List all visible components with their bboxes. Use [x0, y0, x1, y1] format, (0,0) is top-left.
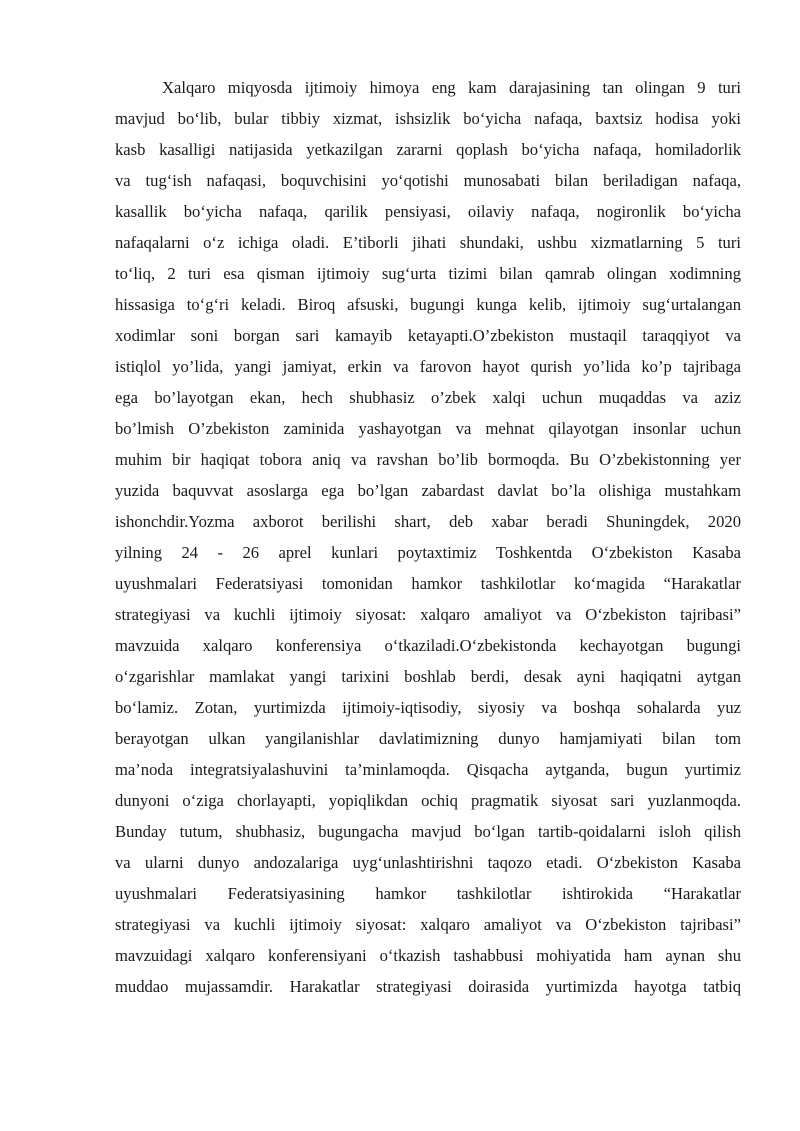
text-line: yuzida baquvvat asoslarga ega bo’lgan zabardast davlat bo’la olishiga mustahkam — [115, 481, 741, 500]
text-line: va ularni dunyo andozalariga uyg‘unlashtirishni taqozo etadi. O‘zbekiston Kasaba — [115, 853, 741, 872]
text-line: kasb kasalligi natijasida yetkazilgan zararni qoplash bo‘yicha nafaqa, homiladorlik — [115, 140, 741, 159]
text-line: ma’noda integratsiyalashuvini ta’minlamoqda. Qisqacha aytganda, bugun yurtimiz — [115, 760, 741, 779]
text-line: berayotgan ulkan yangilanishlar davlatimizning dunyo hamjamiyati bilan tom — [115, 729, 741, 748]
text-line: Bunday tutum, shubhasiz, bugungacha mavjud bo‘lgan tartib-qoidalarni isloh qilish — [115, 822, 741, 841]
text-line: strategiyasi va kuchli ijtimoiy siyosat: xalqaro amaliyot va O‘zbekiston tajribasi” — [115, 915, 741, 934]
text-line: ega bo’layotgan ekan, hech shubhasiz o’zbek xalqi uchun muqaddas va aziz — [115, 388, 741, 407]
text-line: dunyoni o‘ziga chorlayapti, yopiqlikdan ochiq pragmatik siyosat sari yuzlanmoqda. — [115, 791, 741, 810]
text-line: bo’lmish O’zbekiston zaminida yashayotgan va mehnat qilayotgan insonlar uchun — [115, 419, 741, 438]
text-line: mavjud bo‘lib, bular tibbiy xizmat, ishsizlik bo‘yicha nafaqa, baxtsiz hodisa yoki — [115, 109, 741, 128]
text-line: muddao mujassamdir. Harakatlar strategiyasi doirasida yurtimizda hayotga tatbiq — [115, 977, 741, 996]
text-line: bo‘lamiz. Zotan, yurtimizda ijtimoiy-iqtisodiy, siyosiy va boshqa sohalarda yuz — [115, 698, 741, 717]
text-line: o‘zgarishlar mamlakat yangi tarixini boshlab berdi, desak ayni haqiqatni aytgan — [115, 667, 741, 686]
text-line: xodimlar soni borgan sari kamayib ketayapti.O’zbekiston mustaqil taraqqiyot va — [115, 326, 741, 345]
text-line: yilning 24 - 26 aprel kunlari poytaxtimiz Toshkentda O‘zbekiston Kasaba — [115, 543, 741, 562]
text-line: mavzuida xalqaro konferensiya o‘tkaziladi.O‘zbekistonda kechayotgan bugungi — [115, 636, 741, 655]
text-line: to‘liq, 2 turi esa qisman ijtimoiy sug‘urta tizimi bilan qamrab olingan xodimning — [115, 264, 741, 283]
text-line: nafaqalarni o‘z ichiga oladi. E’tiborli jihati shundaki, ushbu xizmatlarning 5 turi — [115, 233, 741, 252]
text-line: hissasiga to‘g‘ri keladi. Biroq afsuski, bugungi kunga kelib, ijtimoiy sug‘urtalangan — [115, 295, 741, 314]
text-line: strategiyasi va kuchli ijtimoiy siyosat: xalqaro amaliyot va O‘zbekiston tajribasi” — [115, 605, 741, 624]
text-line: Xalqaro miqyosda ijtimoiy himoya eng kam darajasining tan olingan 9 turi — [162, 78, 741, 97]
text-line: ishonchdir.Yozma axborot berilishi shart, deb xabar beradi Shuningdek, 2020 — [115, 512, 741, 531]
text-line: kasallik bo‘yicha nafaqa, qarilik pensiyasi, oilaviy nafaqa, nogironlik bo‘yicha — [115, 202, 741, 221]
text-line: muhim bir haqiqat tobora aniq va ravshan bo’lib bormoqda. Bu O’zbekistonning yer — [115, 450, 741, 469]
text-line: uyushmalari Federatsiyasining hamkor tashkilotlar ishtirokida “Harakatlar — [115, 884, 741, 903]
text-line: va tug‘ish nafaqasi, boquvchisini yo‘qotishi munosabati bilan beriladigan nafaqa, — [115, 171, 741, 190]
text-line: mavzuidagi xalqaro konferensiyani o‘tkazish tashabbusi mohiyatida ham aynan shu — [115, 946, 741, 965]
text-line: istiqlol yo’lida, yangi jamiyat, erkin va farovon hayot qurish yo’lida ko’p tajribaga — [115, 357, 741, 376]
text-line: uyushmalari Federatsiyasi tomonidan hamkor tashkilotlar ko‘magida “Harakatlar — [115, 574, 741, 593]
body-paragraph — [115, 72, 741, 1002]
